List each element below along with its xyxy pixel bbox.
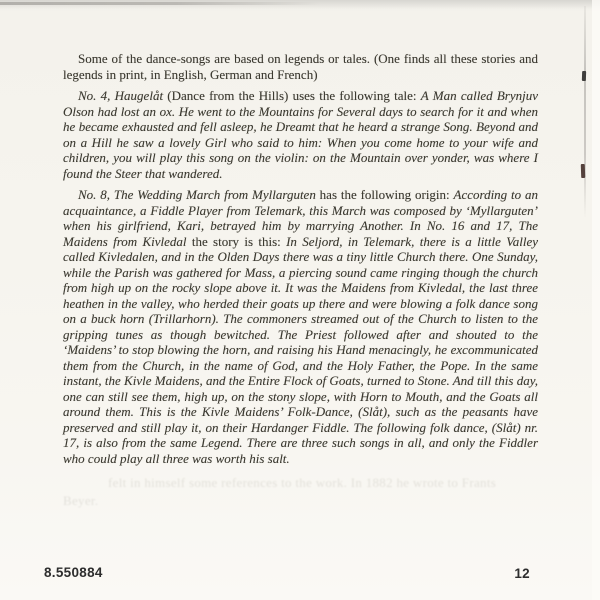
italic-text-run: In Seljord, in Telemark, there is a little Valley called Kivledalen, and in the Olden Days there was a tiny little Church there. One Sunday, while the Parish was gathered for Mass, a piercing sound came ringing though the church from high up on the rocky slope above it. It was the Maidens from Kivledal, the last three heathen in the valley, who herded their goats up there and were blowing a folk dance song on a buck horn (Trillarhorn). The commoners streamed out of the Church to listen to the gripping tunes as though bewitched. The Priest followed after and shouted to the ‘Maidens’ to stop blowing the horn, and raising his Hand menacingly, he excommunicated them from the Church, in the name of God, and the Holy Father, the Pope. In the same instant, the Kivle Maidens, and the Entire Flock of Goats, turned to Stone. And till this day, one can still see them, high up, on the stony slope, with Horn to Mouth, and the Goats all around them. This is the Kivle Maidens’ Folk-Dance, (Slåt), such as the peasants have preserved and still play it, on their Hardanger Fiddle. The following folk dance, (Slåt) nr. 17, is also from the same Legend. There are three such songs in all, and only the Fiddler who could play all three was worth his salt. [63,233,538,466]
page-number: 12 [514,566,530,581]
scan-top-edge-line [0,2,320,5]
roman-text-run: the story is this: [186,233,287,249]
italic-text-run: No. 8, The Wedding March from Myllarguten [78,187,316,202]
booklet-text [63,51,538,472]
roman-text-run: Some of the dance-songs are based on legends or tales. (One finds all these stories and legends in print, in English, German and French) [63,51,538,82]
scan-right-edge-line [584,6,586,218]
bleed-through-text: Beyer. [63,493,99,508]
paragraph [63,187,538,466]
bleed-through-text: felt in himself some references to the work. In 1882 he wrote to Frants [108,475,497,490]
paragraph [63,51,538,82]
catalog-number: 8.550884 [44,565,103,580]
italic-text-run: A Man called Brynjuv Olson had lost an ox. He went to the Mountains for Several days to search for it and when he became exhausted and fell asleep, he Dreamt that he heard a strange Song. Beyond and on a Hill he saw a lovely Girl who said to him: When you come home to your wife and children, you will play this song on the violin: on the Mountain over yonder, was where I found the Steer that wandered. [63,88,538,181]
roman-text-run: (Dance from the Hills) uses the following tale: [163,88,421,103]
scan-right-light-strip [592,0,600,600]
roman-text-run: has the following origin: [315,187,454,202]
scan-edge-mark [581,164,585,178]
italic-text-run: According to an acquaintance, a Fiddle Player from Telemark, this March was composed by ‘Myllarguten’ when his girlfriend, Kari, betrayed him by marrying Another. In No. 16 and 17, The Maidens from Kivledal [63,187,538,249]
italic-text-run: No. 4, Haugelåt [78,88,164,103]
scan-edge-mark [582,71,586,81]
paragraph [63,88,538,181]
